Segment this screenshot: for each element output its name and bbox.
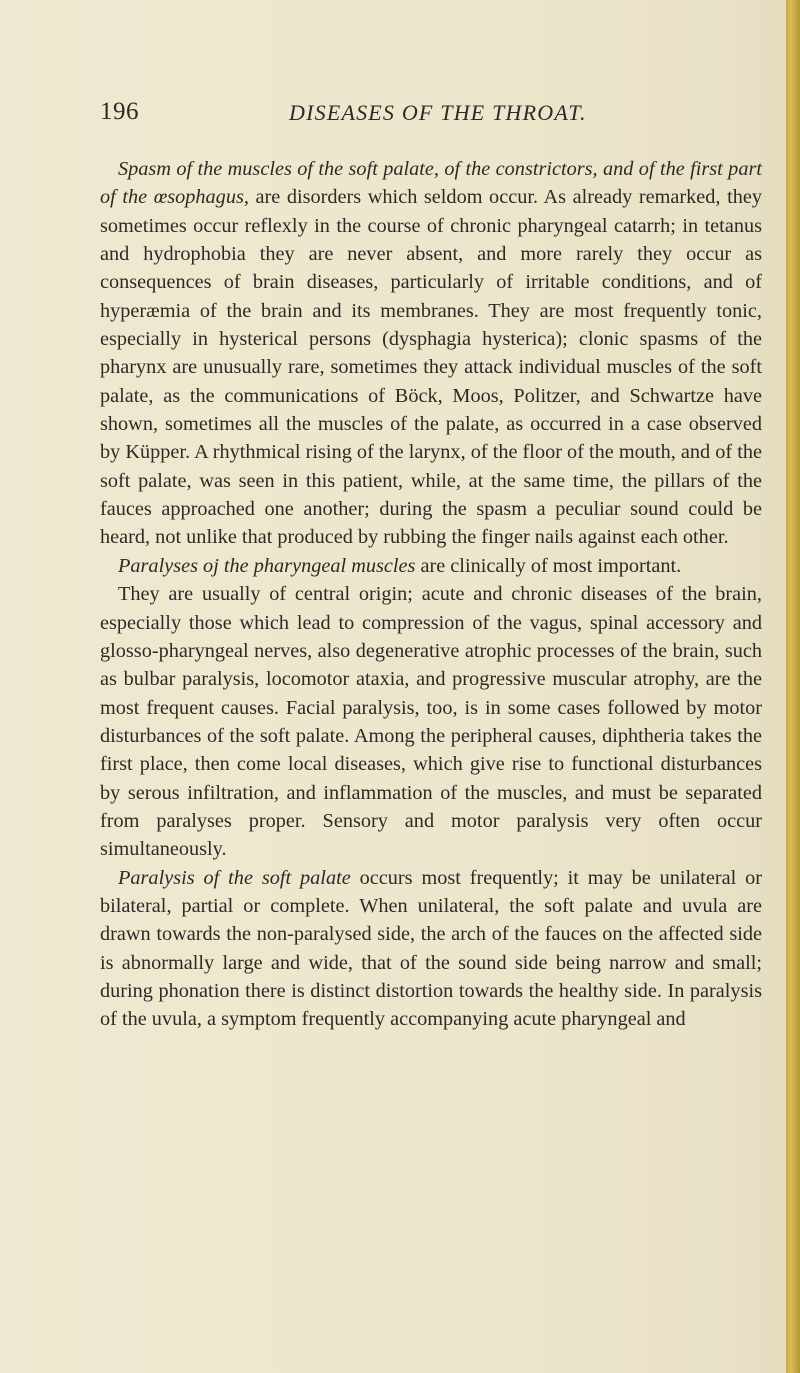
paragraph: [100, 552, 762, 580]
paragraph-lead: Spasm of the muscles of the soft palate, of the constrictors, and of the first part of the œsophagus,: [100, 158, 762, 209]
paragraph: [100, 155, 762, 552]
running-title: DISEASES OF THE THROAT.: [289, 100, 587, 125]
paragraph-text: occurs most frequently; it may be unilateral or bilateral, partial or complete. When unilateral, the soft palate and uvula are drawn towards the non-paralysed side, the arch of the fauces on the affected side is abnormally large and wide, that of the sound side being narrow and small; during phonation there is distinct distortion towards the healthy side. In paralysis of the uvula, a symptom frequently accompanying acute pharyngeal and: [100, 866, 762, 1031]
paragraph-lead: Paralysis of the soft palate: [118, 866, 351, 889]
paragraph-text: They are usually of central origin; acute and chronic diseases of the brain, especially those which lead to compression of the vagus, spinal accessory and glosso-pharyngeal nerves, also degenerative atrophic processes of the brain, such as bulbar paralysis, locomotor ataxia, and progressive muscular atrophy, are the most frequent causes. Facial paralysis, too, is in some cases followed by motor disturbances of the soft palate. Among the peripheral causes, diphtheria takes the first place, then come local diseases, which give rise to functional disturbances by serous infiltration, and inflammation of the muscles, and must be separated from paralyses proper. Sensory and motor paralysis very often occur simultaneously.: [100, 583, 762, 861]
paragraph-text: are disorders which seldom occur. As already remarked, they sometimes occur reflexly in the course of chronic pharyngeal catarrh; in tetanus and hydrophobia they are never absent, and more rarely they occur as consequences of brain diseases, particularly of irritable conditions, and of hyperæmia of the brain and its membranes. They are most frequently tonic, especially in hysterical persons (dysphagia hysterica); clonic spasms of the pharynx are unusually rare, sometimes they attack individual muscles of the soft palate, as the communications of Böck, Moos, Politzer, and Schwartze have shown, sometimes all the muscles of the palate, as occurred in a case observed by Küpper. A rhythmical rising of the larynx, of the floor of the mouth, and of the soft palate, was seen in this patient, while, at the same time, the pillars of the fauces approached one another; during the spasm a peculiar sound could be heard, not unlike that produced by rubbing the finger nails against each other.: [100, 186, 762, 549]
paragraph-text: are clinically of most important.: [415, 554, 682, 577]
paragraph: [100, 580, 762, 863]
paragraph: [100, 864, 762, 1034]
running-header: [100, 97, 760, 127]
body-text: [100, 155, 762, 1034]
page-edge: [786, 0, 800, 1373]
page-number: 196: [100, 98, 139, 125]
paragraph-lead: Paralyses oj the pharyngeal muscles: [118, 554, 416, 577]
